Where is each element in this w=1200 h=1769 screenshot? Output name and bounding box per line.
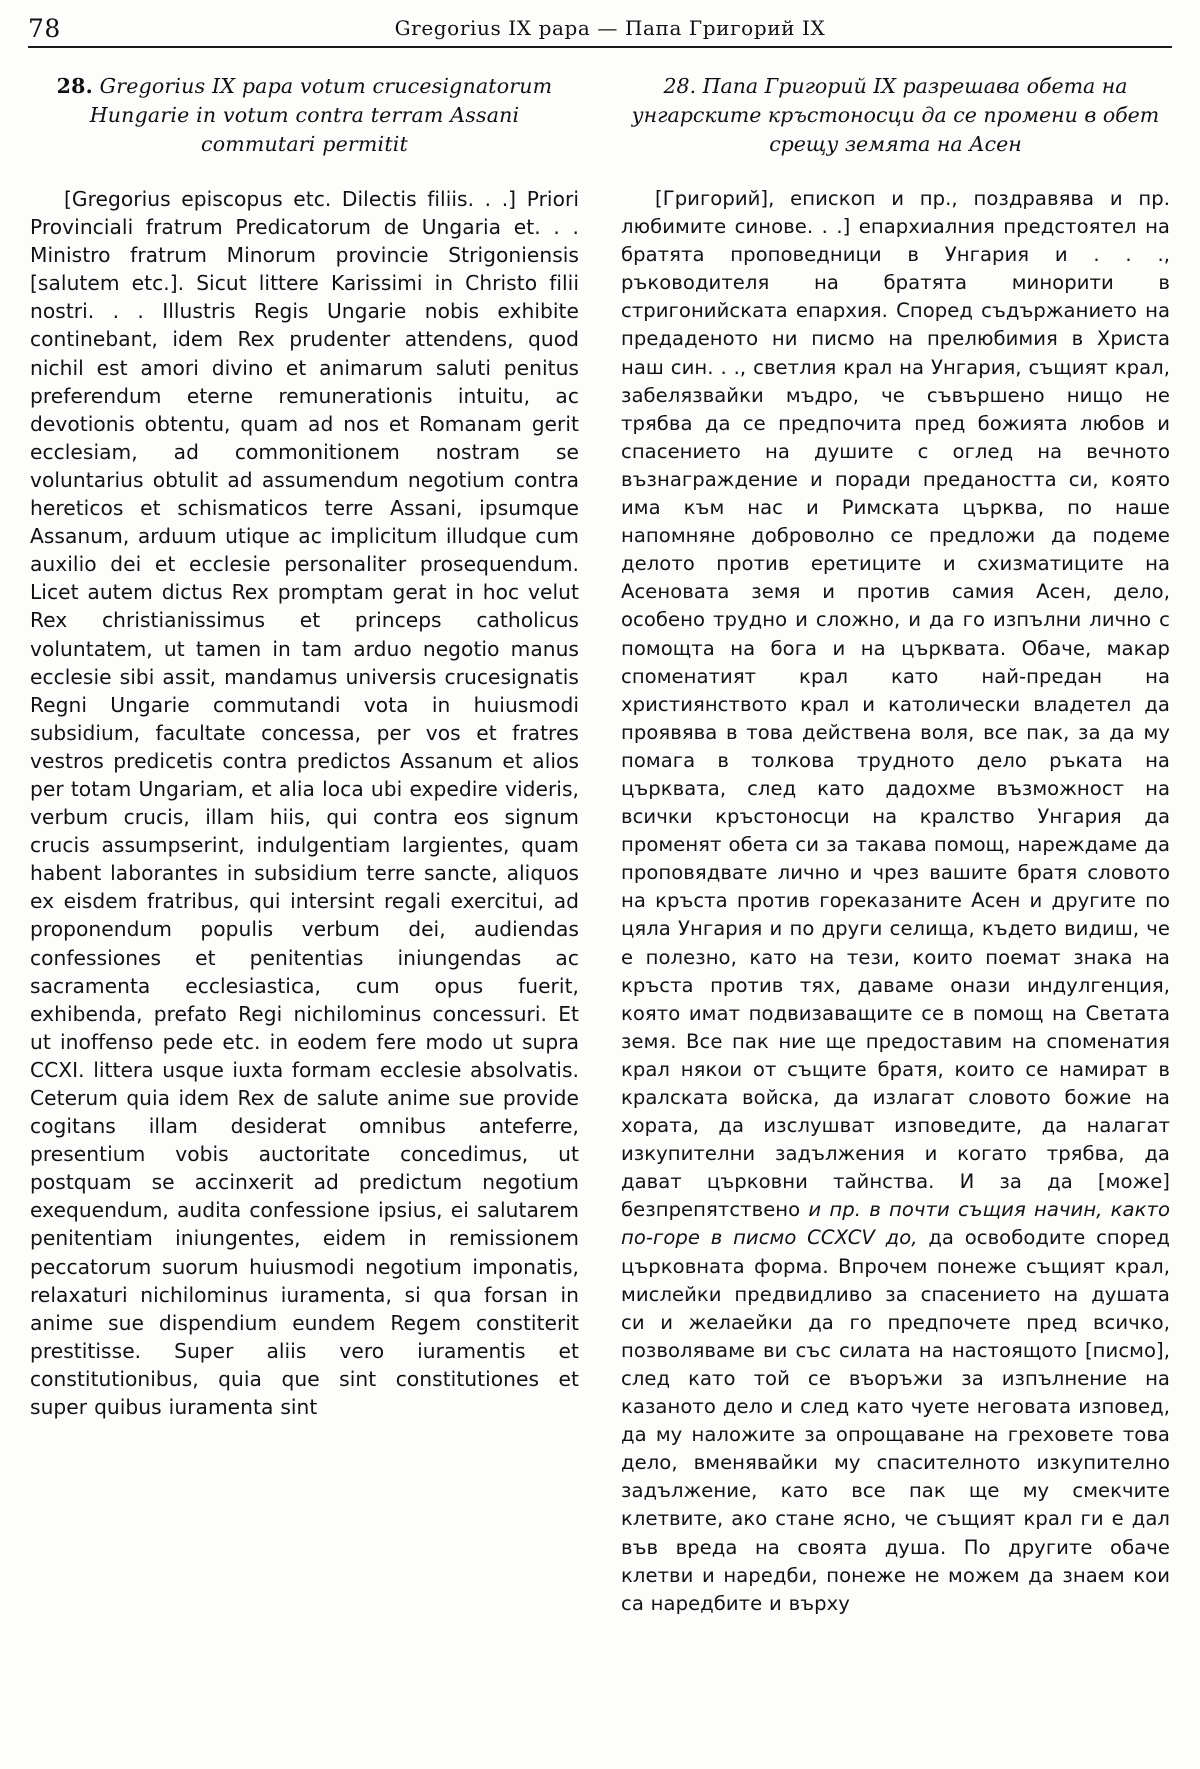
right-text-part1: [Григорий], епископ и пр., поздравява и пр. любимите синове. . .] епархиалния предстоятел на братята проповедници в Унгария и . . ., ръководителя на братята минорити в стригонийската епархия. Според съдържанието на предаденото ни писмо на прелюбимия в Христа наш син. . ., светлия крал на Унгария, същият крал, забелязвайки мъдро, че съвършено нищо не трябва да се предпочита пред божията любов и спасението на душите с оглед на вечното възнаграждение и поради предаността си, която има към нас и Римската църква, по наше напомняне доброволно се предложи да подеме делото против еретиците и схизматиците на Асеновата земя и против самия Асен, дело, особено трудно и сложно, и да го изпълни лично с помощта на бога и на църквата. Обаче, макар споменатият крал като най-предан на християнството крал и католически владетел да проявява в това действена воля, все пак, за да му помага в толкова трудното дело ръката на църквата, след като дадохме възможност на всички кръстоносци на кралство Унгария да променят обета си за такава помощ, нареждаме да проповядвате лично и чрез вашите братя словото на кръста против гореказаните Асен и другите по цяла Унгария и по други селища, където видиш, че е полезно, като на тези, които поемат знака на кръста против тях, даваме онази индулгенция, която имат подвизаващите се в помощ на Светата земя. Все пак ние ще предоставим на споменатия крал някои от същите братя, които се намират в кралската войска, да излагат словото божие на хората, да изслушват изповедите, да налагат изкупителни задължения и когато трябва, да дават църковни тайнства. И за да [може] безпрепятствено (621, 187, 1170, 1222)
right-heading-text: Папа Григорий IX разрешава обета на унгарските кръстоносци да се промени в обет срещу земята на Асен (631, 74, 1160, 156)
right-column-bulgarian (621, 72, 1170, 1752)
running-head (28, 8, 1172, 48)
right-text-italic-citation: и пр. в почти същия начин, както по-горе в писмо CCXCV до, (621, 1198, 1170, 1250)
right-heading-number: 28. (663, 74, 697, 98)
right-text-part2: да освободите според църковната форма. Впрочем понеже същият крал, мислейки предвидливо за спасението на душата си и желаейки да го предпочете пред всичко, позволяваме ви със силата на настоящото [писмо], след като той се въоръжи за изпълнение на казаното дело и след като чуете неговата изповед, да му наложите за опрощаване на греховете това дело, вменявайки му спасителното изкупително задължение, като все пак ще му смекчите клетвите, ако стане ясно, че същият крал ги е дал във вреда на своята душа. По другите обаче клетви и наредби, понеже не можем да знаем кои са наредбите и върху (621, 1226, 1170, 1615)
running-head-title: Gregorius IX papa — Папа Григорий IX (394, 16, 826, 40)
two-column-body (30, 72, 1170, 1752)
left-column-latin (30, 72, 579, 1752)
header-rule (28, 46, 1172, 48)
right-column-heading (621, 72, 1170, 159)
left-heading-text: Gregorius IX papa votum crucesignatorum Hungarie in votum contra terram Assani commutari permitit (89, 74, 553, 156)
left-column-heading (30, 72, 579, 159)
left-heading-number: 28. (56, 74, 93, 98)
page-number: 78 (28, 13, 61, 43)
left-column-text: [Gregorius episcopus etc. Dilectis filiis. . .] Priori Provinciali fratrum Predicatorum de Ungaria et. . . Ministro fratrum Minorum provincie Strigoniensis [salutem etc.]. Sicut littere Karissimi in Christo filii nostri. . . Illustris Regis Ungarie nobis exhibite continebant, idem Rex prudenter attendens, quod nichil est amori divino et animarum saluti penitus preferendum eterne remunerationis intuitu, ac devotionis obtentu, quam ad nos et Romanam gerit ecclesiam, ad commonitionem nostram se voluntarius obtulit ad assumendum negotium contra hereticos et schismaticos terre Assani, ipsumque Assanum, arduum utique ac implicitum illudque cum auxilio dei et ecclesie personaliter prosequendum. Licet autem dictus Rex promptam gerat in hoc velut Rex christianissimus et princeps catholicus voluntatem, ut tamen in tam arduo negotio manus ecclesie sibi assit, mandamus universis crucesignatis Regni Ungarie commutandi vota in huiusmodi subsidium, facultate concessa, per vos et fratres vestros predicetis contra predictos Assanum et alios per totam Ungariam, et alia loca ubi expedire videris, verbum crucis, illam hiis, qui contra eos signum crucis assumpserint, indulgentiam largientes, quam habent laborantes in subsidium terre sancte, aliquos ex eisdem fratribus, qui intersint regali exercitui, ad proponendum populis verbum dei, audiendas confessiones et penitentias iniungendas ac sacramenta ecclesiastica, cum opus fuerit, exhibenda, prefato Regi nichilominus concessuri. Et ut inoffenso pede etc. in eodem fere modo ut supra CCXI. littera usque iuxta formam ecclesie absolvatis. Ceterum quia idem Rex de salute anime sue provide cogitans illam desiderat omnibus anteferre, presentium vobis auctoritate concedimus, ut postquam se accinxerit ad predictum negotium exequendum, audita confessione ipsius, ei salutarem penitentiam iniungentes, eidem in remissionem peccatorum suorum huiusmodi negotium imponatis, relaxaturi nichilominus iuramenta, si qua forsan in anime sue dispendium eundem Regem constiterit prestitisse. Super aliis vero iuramentis et constitutionibus, quia que sint constitutiones et super quibus iuramenta sint (30, 187, 579, 1420)
right-column-text (621, 185, 1170, 1618)
